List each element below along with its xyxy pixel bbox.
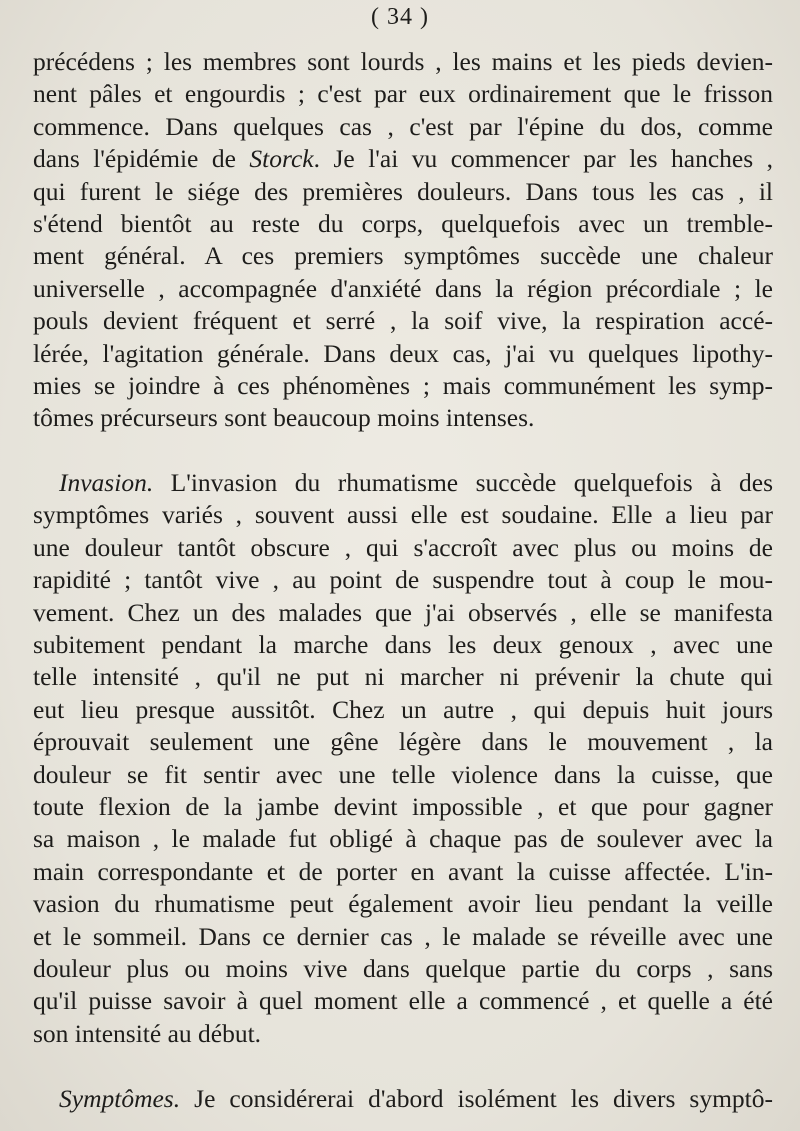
text-line: symptômes variés , souvent aussi elle est soudaine. Elle a lieu par bbox=[33, 500, 773, 530]
text-line: une douleur tantôt obscure , qui s'accroît avec plus ou moins de bbox=[33, 532, 773, 562]
paragraph-gap bbox=[33, 1050, 773, 1082]
text-line bbox=[33, 467, 773, 499]
text-line: main correspondante et de porter en avant la cuisse affectée. L'in- bbox=[33, 856, 773, 886]
text-line: nent pâles et engourdis ; c'est par eux ordinairement que le frisson bbox=[33, 79, 773, 109]
text-fragment: . Je l'ai vu commencer par les hanches , bbox=[313, 144, 773, 174]
text-line: et le sommeil. Dans ce dernier cas , le malade se réveille avec une bbox=[33, 921, 773, 951]
text-line: toute flexion de la jambe devint impossible , et que pour gagner bbox=[33, 791, 773, 821]
text-fragment: L'invasion du rhumatisme succède quelquefois à des bbox=[153, 468, 773, 498]
text-line: ment général. A ces premiers symptômes succède une chaleur bbox=[33, 241, 773, 271]
text-line bbox=[33, 143, 773, 175]
text-line: mies se joindre à ces phénomènes ; mais communément les symp- bbox=[33, 370, 773, 400]
paragraph-prodromes bbox=[33, 46, 773, 435]
paragraph-invasion bbox=[33, 467, 773, 1050]
section-heading-invasion: Invasion. bbox=[59, 468, 154, 498]
paragraph-gap bbox=[33, 435, 773, 467]
text-line: universelle , accompagnée d'anxiété dans la région précordiale ; le bbox=[33, 273, 773, 303]
text-line: éprouvait seulement une gêne légère dans le mouvement , la bbox=[33, 727, 773, 757]
text-line: pouls devient fréquent et serré , la soif vive, la respiration accé- bbox=[33, 306, 773, 336]
body-text bbox=[33, 46, 773, 1115]
section-heading-symptomes: Symptômes. bbox=[59, 1083, 181, 1113]
author-name-storck: Storck bbox=[249, 144, 314, 174]
text-line: s'étend bientôt au reste du corps, quelquefois avec un tremble- bbox=[33, 208, 773, 238]
text-line: douleur plus ou moins vive dans quelque partie du corps , sans bbox=[33, 953, 773, 983]
text-line: telle intensité , qu'il ne put ni marcher ni prévenir la chute qui bbox=[33, 662, 773, 692]
text-fragment: Je considérerai d'abord isolément les divers symptô- bbox=[180, 1083, 773, 1113]
text-line: douleur se fit sentir avec une telle violence dans la cuisse, que bbox=[33, 759, 773, 789]
text-line: eut lieu presque aussitôt. Chez un autre , qui depuis huit jours bbox=[33, 694, 773, 724]
text-fragment: dans l'épidémie de bbox=[33, 144, 250, 174]
text-line: qu'il puisse savoir à quel moment elle a commencé , et quelle a été bbox=[33, 986, 773, 1016]
text-line: vasion du rhumatisme peut également avoir lieu pendant la veille bbox=[33, 889, 773, 919]
text-line: rapidité ; tantôt vive , au point de suspendre tout à coup le mou- bbox=[33, 565, 773, 595]
text-line: son intensité au début. bbox=[33, 1018, 262, 1048]
text-line: précédens ; les membres sont lourds , les mains et les pieds devien- bbox=[33, 47, 773, 76]
text-line: tômes précurseurs sont beaucoup moins intenses. bbox=[33, 403, 535, 433]
text-line: commence. Dans quelques cas , c'est par l'épine du dos, comme bbox=[33, 111, 773, 141]
text-line: lérée, l'agitation générale. Dans deux cas, j'ai vu quelques lipothy- bbox=[33, 338, 773, 368]
text-line: sa maison , le malade fut obligé à chaque pas de soulever avec la bbox=[33, 824, 773, 854]
text-line: qui furent le siége des premières douleurs. Dans tous les cas , il bbox=[33, 176, 773, 206]
text-line: vement. Chez un des malades que j'ai observés , elle se manifesta bbox=[33, 597, 773, 627]
text-line: subitement pendant la marche dans les deux genoux , avec une bbox=[33, 630, 773, 660]
text-line bbox=[33, 1083, 773, 1115]
paragraph-symptomes bbox=[33, 1083, 773, 1115]
page-number: ( 34 ) bbox=[371, 4, 429, 30]
